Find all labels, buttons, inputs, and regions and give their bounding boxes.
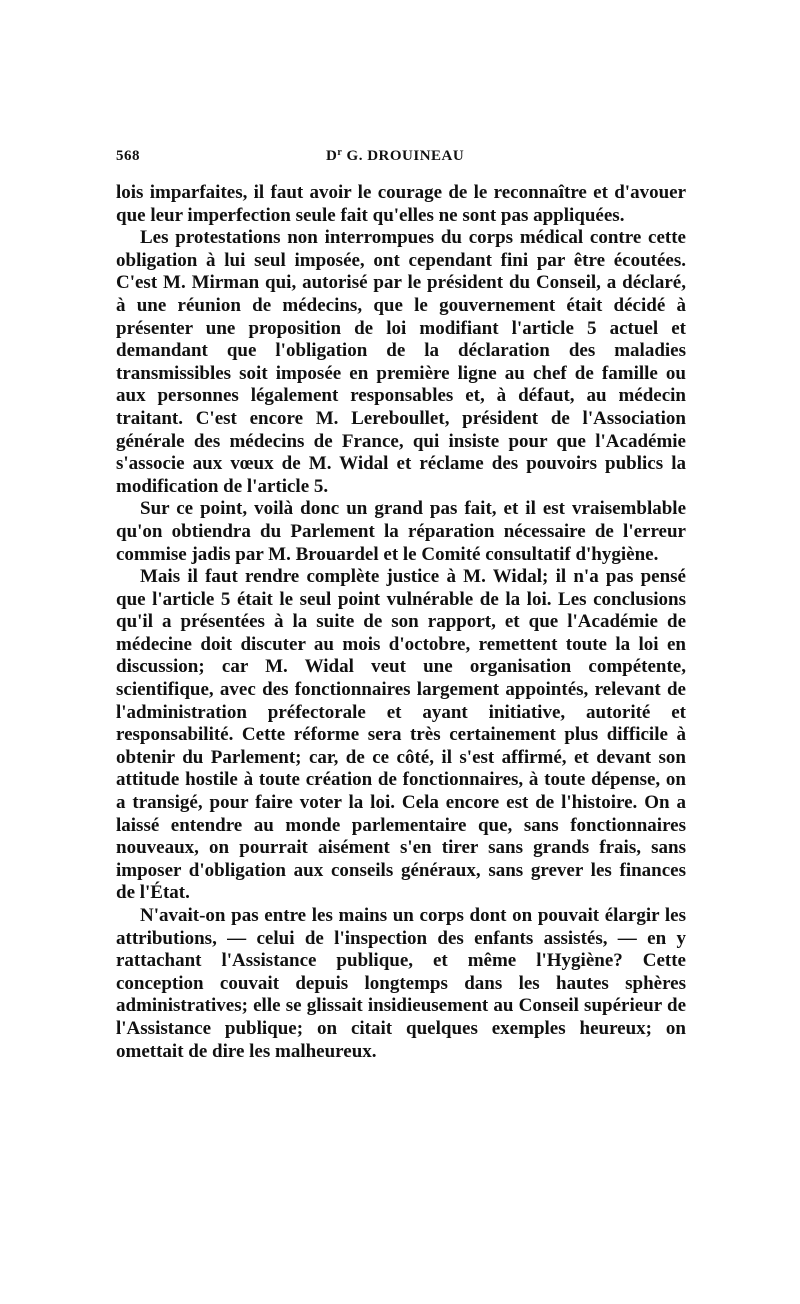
body-text	[116, 182, 686, 1063]
page-number: 568	[116, 148, 140, 164]
paragraph: Les protestations non interrompues du corps médical contre cette obligation à lui seul imposée, ont cependant fini par être écoutées. C'est M. Mirman qui, autorisé par le président du Conseil, a déclaré, à une réunion de médecins, que le gouvernement était décidé à présenter une proposition de loi modifiant l'article 5 actuel et demandant que l'obligation de la déclaration des maladies transmissibles soit imposée en première ligne au chef de famille ou aux personnes légalement responsables et, à défaut, au médecin traitant. C'est encore M. Lereboullet, président de l'Association générale des médecins de France, qui insiste pour que l'Académie s'associe aux vœux de M. Widal et réclame des pouvoirs publics la modification de l'article 5.	[116, 227, 686, 497]
paragraph: N'avait-on pas entre les mains un corps dont on pouvait élargir les attributions, — celui de l'inspection des enfants assistés, — en y rattachant l'Assistance publique, et même l'Hygiène? Cette conception couvait depuis longtemps dans les hautes sphères administratives; elle se glissait insidieusement au Conseil supérieur de l'Assistance publique; on citait quelques exemples heureux; on omettait de dire les malheureux.	[116, 905, 686, 1062]
running-head-author	[326, 148, 464, 165]
paragraph: Mais il faut rendre complète justice à M. Widal; il n'a pas pensé que l'article 5 était le seul point vulnérable de la loi. Les conclusions qu'il a présentées à la suite de son rapport, et que l'Académie de médecine doit discuter au mois d'octobre, remettent toute la loi en discussion; car M. Widal veut une organisation compétente, scientifique, avec des fonctionnaires largement appointés, relevant de l'administration préfectorale et ayant initiative, autorité et responsabilité. Cette réforme sera très certainement plus difficile à obtenir du Parlement; car, de ce côté, il s'est affirmé, et devant son attitude hostile à toute création de fonctionnaires, à toute dépense, on a transigé, pour faire voter la loi. Cela encore est de l'histoire. On a laissé entendre au monde parlementaire que, sans fonctionnaires nouveaux, on pourrait aisément s'en tirer sans grands frais, sans imposer d'obligation aux conseils généraux, sans grever les finances de l'État.	[116, 566, 686, 904]
author-name: G. DROUINEAU	[346, 148, 465, 164]
author-prefix: D	[326, 148, 338, 164]
book-page	[116, 148, 686, 1063]
running-head	[116, 148, 686, 174]
paragraph: Sur ce point, voilà donc un grand pas fait, et il est vraisemblable qu'on obtiendra du Parlement la réparation nécessaire de l'erreur commise jadis par M. Brouardel et le Comité consultatif d'hygiène.	[116, 498, 686, 565]
author-prefix-superscript: r	[337, 147, 343, 158]
paragraph: lois imparfaites, il faut avoir le courage de le reconnaître et d'avouer que leur imperfection seule fait qu'elles ne sont pas appliquées.	[116, 182, 686, 226]
